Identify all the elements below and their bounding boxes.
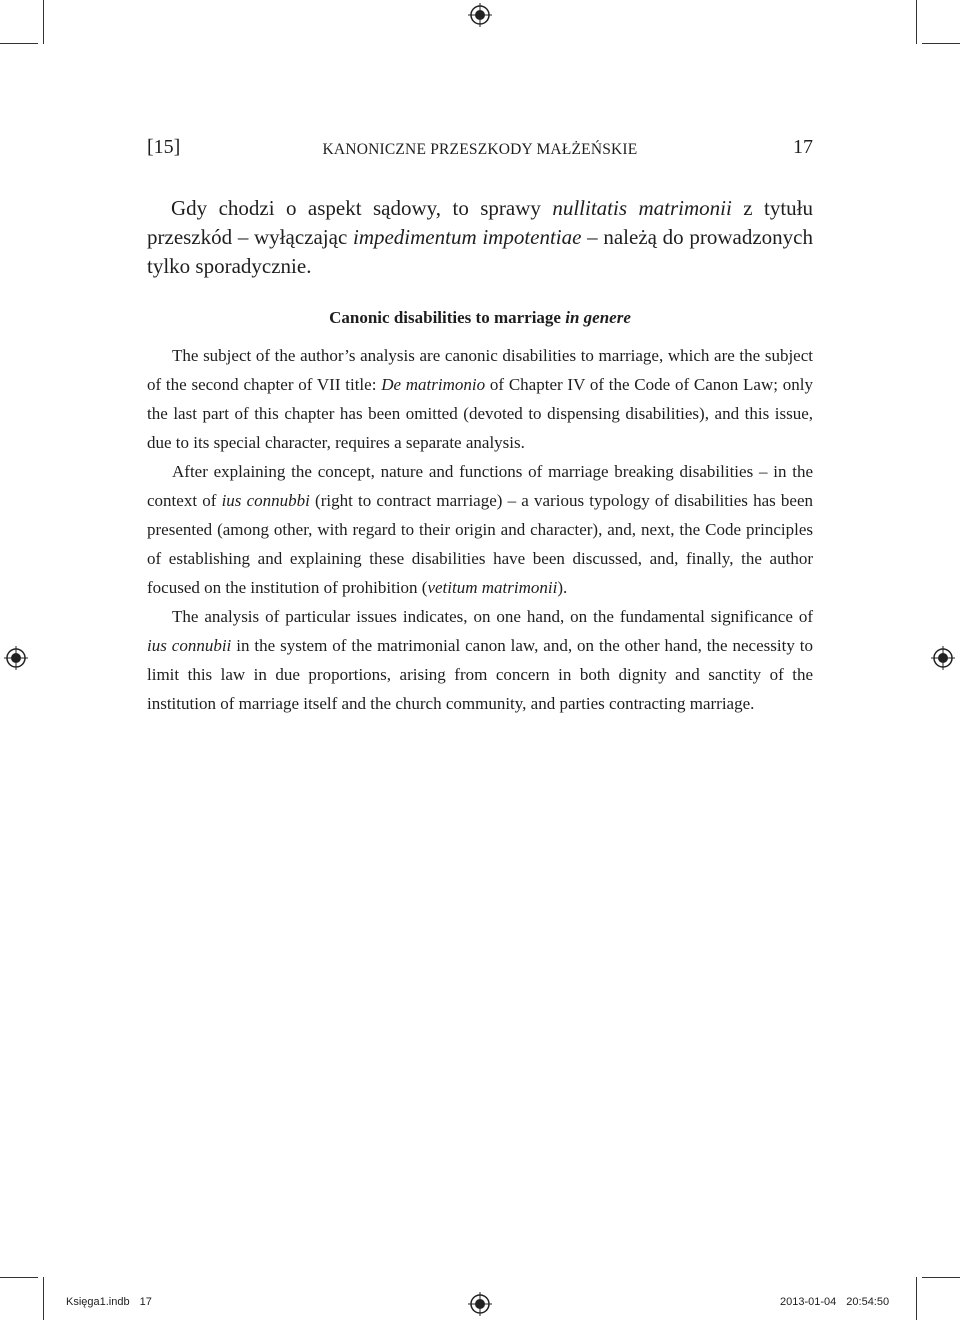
summary-paragraph-2 <box>147 457 813 602</box>
crop-mark-top-left-v <box>43 0 44 44</box>
slug-filename: Księga1.indb <box>66 1296 130 1308</box>
page-number: 17 <box>793 136 813 158</box>
summary-body <box>147 341 813 718</box>
crop-mark-top-right-h <box>922 43 960 44</box>
heading-text: Canonic disabilities to marriage <box>329 308 566 327</box>
text-run: Gdy chodzi o aspekt sądowy, to sprawy <box>171 196 553 220</box>
italic-run: ius connubbi <box>221 491 310 510</box>
text-run: ). <box>557 578 568 597</box>
registration-mark-icon <box>931 646 955 670</box>
text-run: (right to contract marriage) – a various typology of disabilities has been presented (among other, with regard to their origin and character), and, next, the Code principles of establishing and explaining these disabilities have been discussed, and, finally, the author focused on the institution of prohibition ( <box>147 491 814 597</box>
italic-run: impedimentum impotentiae <box>352 225 582 249</box>
crop-mark-top-right-v <box>916 0 917 44</box>
crop-mark-top-left-h <box>0 43 38 44</box>
polish-paragraph <box>147 194 813 281</box>
italic-run: ius connubii <box>147 636 232 655</box>
crop-mark-bottom-left-h <box>0 1277 38 1278</box>
text-run: The analysis of particular issues indicates, on one hand, on the fundamental significance of <box>172 607 813 626</box>
summary-paragraph-3 <box>147 602 813 718</box>
text-run: – należą do prowadzonych tylko sporadycznie. <box>147 225 813 278</box>
summary-heading <box>147 308 813 328</box>
heading-italic: in genere <box>565 308 631 327</box>
text-run: in the system of the matrimonial canon law, and, on the other hand, the necessity to limit this law in due proportions, arising from concern in both dignity and sanctity of the institution of marriage itself and the church community, and parties contracting marriage. <box>147 636 813 713</box>
section-number: [15] <box>147 136 181 158</box>
running-header <box>147 136 813 166</box>
text-run: After explaining the concept, nature and functions of marriage breaking disabilities – in the context of <box>147 462 813 510</box>
running-title: KANONICZNE PRZESZKODY MAŁŻEŃSKIE <box>322 141 638 158</box>
slug-time: 20:54:50 <box>846 1296 890 1308</box>
summary-paragraph-1 <box>147 341 813 457</box>
slug-date: 2013-01-04 <box>780 1296 837 1308</box>
slug-timestamp <box>780 1296 889 1308</box>
crop-mark-bottom-left-v <box>43 1277 44 1320</box>
slug-page: 17 <box>139 1296 152 1308</box>
slug-file-info <box>66 1296 152 1308</box>
crop-mark-bottom-right-v <box>916 1277 917 1320</box>
italic-run: vetitum matrimonii <box>427 578 558 597</box>
italic-run: De matrimonio <box>381 375 486 394</box>
registration-mark-icon <box>468 1292 492 1316</box>
crop-mark-bottom-right-h <box>922 1277 960 1278</box>
registration-mark-icon <box>4 646 28 670</box>
text-run: z tytułu przeszkód – wyłączając <box>147 196 813 249</box>
text-run: The subject of the author’s analysis are canonic disabilities to marriage, which are the subject of the second chapter of VII title: <box>147 346 813 394</box>
text-run: of Chapter IV of the Code of Canon Law; only the last part of this chapter has been omitted (devoted to dispensing disabilities), and this issue, due to its special character, requires a separate analysis. <box>147 375 813 452</box>
registration-mark-icon <box>468 3 492 27</box>
italic-run: nullitatis matrimonii <box>552 196 732 220</box>
